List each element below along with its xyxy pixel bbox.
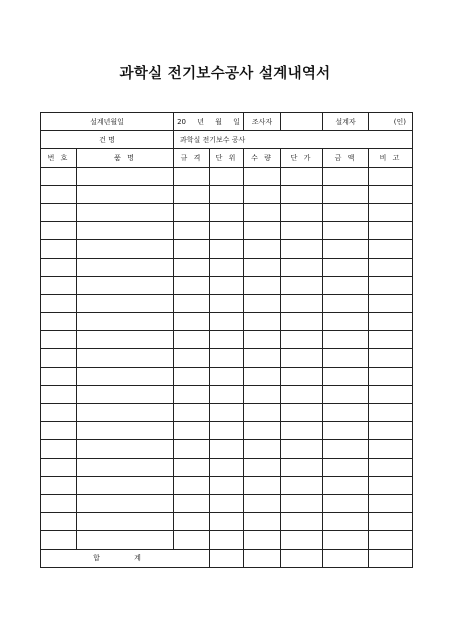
- item-unit-cell[interactable]: [210, 367, 244, 385]
- total-row: [41, 549, 413, 567]
- item-spec-cell[interactable]: [174, 494, 210, 512]
- item-unit-cell[interactable]: [210, 203, 244, 221]
- col-header-unit-price: 단 가: [281, 149, 323, 167]
- item-unit-cell[interactable]: [210, 404, 244, 422]
- item-quantity-cell[interactable]: [244, 276, 281, 294]
- item-number-cell[interactable]: [41, 531, 77, 549]
- item-item-name-cell[interactable]: [77, 258, 174, 276]
- item-unit-price-cell[interactable]: [281, 440, 323, 458]
- info-row-project: [41, 131, 413, 149]
- item-number-cell[interactable]: [41, 167, 77, 185]
- item-amount-cell[interactable]: [323, 185, 369, 203]
- item-amount-cell[interactable]: [323, 513, 369, 531]
- item-amount-cell[interactable]: [323, 531, 369, 549]
- document-title: 과학실 전기보수공사 설계내역서: [119, 66, 331, 82]
- item-remarks-cell[interactable]: [369, 385, 413, 403]
- item-unit-price-cell[interactable]: [281, 167, 323, 185]
- item-row: [41, 513, 413, 531]
- item-number-cell[interactable]: [41, 258, 77, 276]
- col-header-number: 번 호: [41, 149, 77, 167]
- designer-seal-field[interactable]: (인): [369, 113, 413, 131]
- item-quantity-cell[interactable]: [244, 331, 281, 349]
- item-item-name-cell[interactable]: [77, 222, 174, 240]
- col-header-amount: 금 액: [323, 149, 369, 167]
- design-date-field[interactable]: 20 년 월 일: [174, 113, 244, 131]
- item-unit-price-cell[interactable]: [281, 476, 323, 494]
- item-quantity-cell[interactable]: [244, 349, 281, 367]
- item-remarks-cell[interactable]: [369, 240, 413, 258]
- item-remarks-cell[interactable]: [369, 513, 413, 531]
- design-statement-table: [40, 112, 413, 568]
- item-item-name-cell[interactable]: [77, 458, 174, 476]
- item-spec-cell[interactable]: [174, 458, 210, 476]
- item-item-name-cell[interactable]: [77, 385, 174, 403]
- item-quantity-cell[interactable]: [244, 367, 281, 385]
- item-remarks-cell[interactable]: [369, 222, 413, 240]
- item-amount-cell[interactable]: [323, 331, 369, 349]
- item-unit-cell[interactable]: [210, 385, 244, 403]
- item-item-name-cell[interactable]: [77, 404, 174, 422]
- item-amount-cell[interactable]: [323, 440, 369, 458]
- item-unit-cell[interactable]: [210, 331, 244, 349]
- item-row: [41, 367, 413, 385]
- item-remarks-cell[interactable]: [369, 476, 413, 494]
- item-unit-price-cell[interactable]: [281, 385, 323, 403]
- item-amount-cell[interactable]: [323, 458, 369, 476]
- item-number-cell[interactable]: [41, 222, 77, 240]
- item-row: [41, 422, 413, 440]
- item-item-name-cell[interactable]: [77, 294, 174, 312]
- item-spec-cell[interactable]: [174, 404, 210, 422]
- item-unit-cell[interactable]: [210, 167, 244, 185]
- item-item-name-cell[interactable]: [77, 513, 174, 531]
- item-spec-cell[interactable]: [174, 331, 210, 349]
- item-remarks-cell[interactable]: [369, 531, 413, 549]
- total-quantity-cell[interactable]: [244, 549, 281, 567]
- item-item-name-cell[interactable]: [77, 203, 174, 221]
- item-spec-cell[interactable]: [174, 440, 210, 458]
- item-unit-price-cell[interactable]: [281, 203, 323, 221]
- item-quantity-cell[interactable]: [244, 240, 281, 258]
- item-remarks-cell[interactable]: [369, 367, 413, 385]
- item-unit-price-cell[interactable]: [281, 367, 323, 385]
- item-spec-cell[interactable]: [174, 185, 210, 203]
- item-amount-cell[interactable]: [323, 494, 369, 512]
- item-row: [41, 531, 413, 549]
- col-header-remarks: 비 고: [369, 149, 413, 167]
- item-quantity-cell[interactable]: [244, 494, 281, 512]
- item-spec-cell[interactable]: [174, 513, 210, 531]
- item-quantity-cell[interactable]: [244, 476, 281, 494]
- total-amount-cell[interactable]: [323, 549, 369, 567]
- item-number-cell[interactable]: [41, 404, 77, 422]
- item-item-name-cell[interactable]: [77, 167, 174, 185]
- item-spec-cell[interactable]: [174, 349, 210, 367]
- item-quantity-cell[interactable]: [244, 203, 281, 221]
- col-header-spec: 규 격: [174, 149, 210, 167]
- item-item-name-cell[interactable]: [77, 313, 174, 331]
- item-unit-cell[interactable]: [210, 240, 244, 258]
- item-quantity-cell[interactable]: [244, 458, 281, 476]
- item-spec-cell[interactable]: [174, 385, 210, 403]
- item-unit-price-cell[interactable]: [281, 531, 323, 549]
- item-spec-cell[interactable]: [174, 294, 210, 312]
- item-unit-price-cell[interactable]: [281, 258, 323, 276]
- item-remarks-cell[interactable]: [369, 331, 413, 349]
- item-row: [41, 494, 413, 512]
- item-remarks-cell[interactable]: [369, 203, 413, 221]
- item-amount-cell[interactable]: [323, 203, 369, 221]
- item-quantity-cell[interactable]: [244, 167, 281, 185]
- col-header-item-name: 품 명: [77, 149, 174, 167]
- info-row-date: [41, 113, 413, 131]
- item-unit-price-cell[interactable]: [281, 276, 323, 294]
- designer-label: 설계자: [323, 113, 369, 131]
- item-unit-price-cell[interactable]: [281, 458, 323, 476]
- item-unit-cell[interactable]: [210, 513, 244, 531]
- item-number-cell[interactable]: [41, 476, 77, 494]
- item-amount-cell[interactable]: [323, 258, 369, 276]
- item-remarks-cell[interactable]: [369, 185, 413, 203]
- item-amount-cell[interactable]: [323, 294, 369, 312]
- item-row: [41, 331, 413, 349]
- item-amount-cell[interactable]: [323, 276, 369, 294]
- item-spec-cell[interactable]: [174, 167, 210, 185]
- item-amount-cell[interactable]: [323, 476, 369, 494]
- item-number-cell[interactable]: [41, 385, 77, 403]
- item-row: [41, 222, 413, 240]
- item-unit-cell[interactable]: [210, 258, 244, 276]
- item-quantity-cell[interactable]: [244, 513, 281, 531]
- item-amount-cell[interactable]: [323, 404, 369, 422]
- item-number-cell[interactable]: [41, 203, 77, 221]
- item-spec-cell[interactable]: [174, 476, 210, 494]
- surveyor-field[interactable]: [281, 113, 323, 131]
- item-quantity-cell[interactable]: [244, 222, 281, 240]
- item-unit-price-cell[interactable]: [281, 185, 323, 203]
- item-item-name-cell[interactable]: [77, 240, 174, 258]
- item-number-cell[interactable]: [41, 367, 77, 385]
- total-unit-price-cell[interactable]: [281, 549, 323, 567]
- item-row: [41, 276, 413, 294]
- item-spec-cell[interactable]: [174, 313, 210, 331]
- item-row: [41, 258, 413, 276]
- item-spec-cell[interactable]: [174, 222, 210, 240]
- item-unit-price-cell[interactable]: [281, 222, 323, 240]
- item-unit-cell[interactable]: [210, 294, 244, 312]
- item-unit-cell[interactable]: [210, 422, 244, 440]
- item-unit-cell[interactable]: [210, 185, 244, 203]
- item-item-name-cell[interactable]: [77, 531, 174, 549]
- item-remarks-cell[interactable]: [369, 494, 413, 512]
- item-quantity-cell[interactable]: [244, 313, 281, 331]
- item-row: [41, 349, 413, 367]
- item-quantity-cell[interactable]: [244, 185, 281, 203]
- item-quantity-cell[interactable]: [244, 294, 281, 312]
- project-name-label: 건 명: [41, 131, 174, 149]
- col-header-quantity: 수 량: [244, 149, 281, 167]
- item-amount-cell[interactable]: [323, 313, 369, 331]
- item-number-cell[interactable]: [41, 458, 77, 476]
- item-spec-cell[interactable]: [174, 276, 210, 294]
- item-number-cell[interactable]: [41, 276, 77, 294]
- item-spec-cell[interactable]: [174, 240, 210, 258]
- item-unit-cell[interactable]: [210, 313, 244, 331]
- item-unit-cell[interactable]: [210, 222, 244, 240]
- item-spec-cell[interactable]: [174, 422, 210, 440]
- item-row: [41, 167, 413, 185]
- item-unit-cell[interactable]: [210, 276, 244, 294]
- item-amount-cell[interactable]: [323, 367, 369, 385]
- item-item-name-cell[interactable]: [77, 185, 174, 203]
- item-unit-price-cell[interactable]: [281, 313, 323, 331]
- item-number-cell[interactable]: [41, 422, 77, 440]
- item-item-name-cell[interactable]: [77, 331, 174, 349]
- item-spec-cell[interactable]: [174, 367, 210, 385]
- item-remarks-cell[interactable]: [369, 422, 413, 440]
- item-row: [41, 404, 413, 422]
- total-unit-cell[interactable]: [210, 549, 244, 567]
- item-row: [41, 458, 413, 476]
- item-remarks-cell[interactable]: [369, 276, 413, 294]
- item-remarks-cell[interactable]: [369, 404, 413, 422]
- item-unit-price-cell[interactable]: [281, 349, 323, 367]
- item-spec-cell[interactable]: [174, 203, 210, 221]
- item-item-name-cell[interactable]: [77, 440, 174, 458]
- item-spec-cell[interactable]: [174, 531, 210, 549]
- item-amount-cell[interactable]: [323, 422, 369, 440]
- item-unit-price-cell[interactable]: [281, 494, 323, 512]
- item-unit-price-cell[interactable]: [281, 513, 323, 531]
- item-number-cell[interactable]: [41, 240, 77, 258]
- item-item-name-cell[interactable]: [77, 349, 174, 367]
- item-number-cell[interactable]: [41, 513, 77, 531]
- item-number-cell[interactable]: [41, 294, 77, 312]
- item-row: [41, 240, 413, 258]
- design-date-label: 설계년월일: [41, 113, 174, 131]
- item-unit-cell[interactable]: [210, 476, 244, 494]
- item-unit-price-cell[interactable]: [281, 331, 323, 349]
- col-header-unit: 단 위: [210, 149, 244, 167]
- item-row: [41, 440, 413, 458]
- item-number-cell[interactable]: [41, 313, 77, 331]
- item-quantity-cell[interactable]: [244, 531, 281, 549]
- item-number-cell[interactable]: [41, 349, 77, 367]
- item-remarks-cell[interactable]: [369, 458, 413, 476]
- item-remarks-cell[interactable]: [369, 313, 413, 331]
- item-unit-price-cell[interactable]: [281, 422, 323, 440]
- item-number-cell[interactable]: [41, 494, 77, 512]
- item-amount-cell[interactable]: [323, 385, 369, 403]
- item-unit-cell[interactable]: [210, 440, 244, 458]
- item-item-name-cell[interactable]: [77, 367, 174, 385]
- item-row: [41, 203, 413, 221]
- item-unit-cell[interactable]: [210, 531, 244, 549]
- item-number-cell[interactable]: [41, 331, 77, 349]
- item-amount-cell[interactable]: [323, 167, 369, 185]
- item-row: [41, 313, 413, 331]
- item-remarks-cell[interactable]: [369, 294, 413, 312]
- item-item-name-cell[interactable]: [77, 476, 174, 494]
- item-amount-cell[interactable]: [323, 222, 369, 240]
- item-quantity-cell[interactable]: [244, 258, 281, 276]
- item-quantity-cell[interactable]: [244, 404, 281, 422]
- item-number-cell[interactable]: [41, 185, 77, 203]
- item-spec-cell[interactable]: [174, 258, 210, 276]
- item-unit-price-cell[interactable]: [281, 294, 323, 312]
- item-quantity-cell[interactable]: [244, 385, 281, 403]
- item-unit-cell[interactable]: [210, 494, 244, 512]
- item-row: [41, 476, 413, 494]
- item-quantity-cell[interactable]: [244, 422, 281, 440]
- item-unit-cell[interactable]: [210, 349, 244, 367]
- item-remarks-cell[interactable]: [369, 258, 413, 276]
- item-amount-cell[interactable]: [323, 240, 369, 258]
- total-label: 합 계: [41, 549, 210, 567]
- item-item-name-cell[interactable]: [77, 494, 174, 512]
- surveyor-label: 조사자: [244, 113, 281, 131]
- column-header-row: [41, 149, 413, 167]
- item-item-name-cell[interactable]: [77, 422, 174, 440]
- item-unit-cell[interactable]: [210, 458, 244, 476]
- item-amount-cell[interactable]: [323, 349, 369, 367]
- item-item-name-cell[interactable]: [77, 276, 174, 294]
- item-unit-price-cell[interactable]: [281, 240, 323, 258]
- project-name-field[interactable]: 과학실 전기보수 공사: [174, 131, 413, 149]
- item-quantity-cell[interactable]: [244, 440, 281, 458]
- item-row: [41, 185, 413, 203]
- total-remarks-cell[interactable]: [369, 549, 413, 567]
- item-remarks-cell[interactable]: [369, 440, 413, 458]
- item-number-cell[interactable]: [41, 440, 77, 458]
- item-unit-price-cell[interactable]: [281, 404, 323, 422]
- item-remarks-cell[interactable]: [369, 167, 413, 185]
- item-remarks-cell[interactable]: [369, 349, 413, 367]
- item-row: [41, 385, 413, 403]
- item-row: [41, 294, 413, 312]
